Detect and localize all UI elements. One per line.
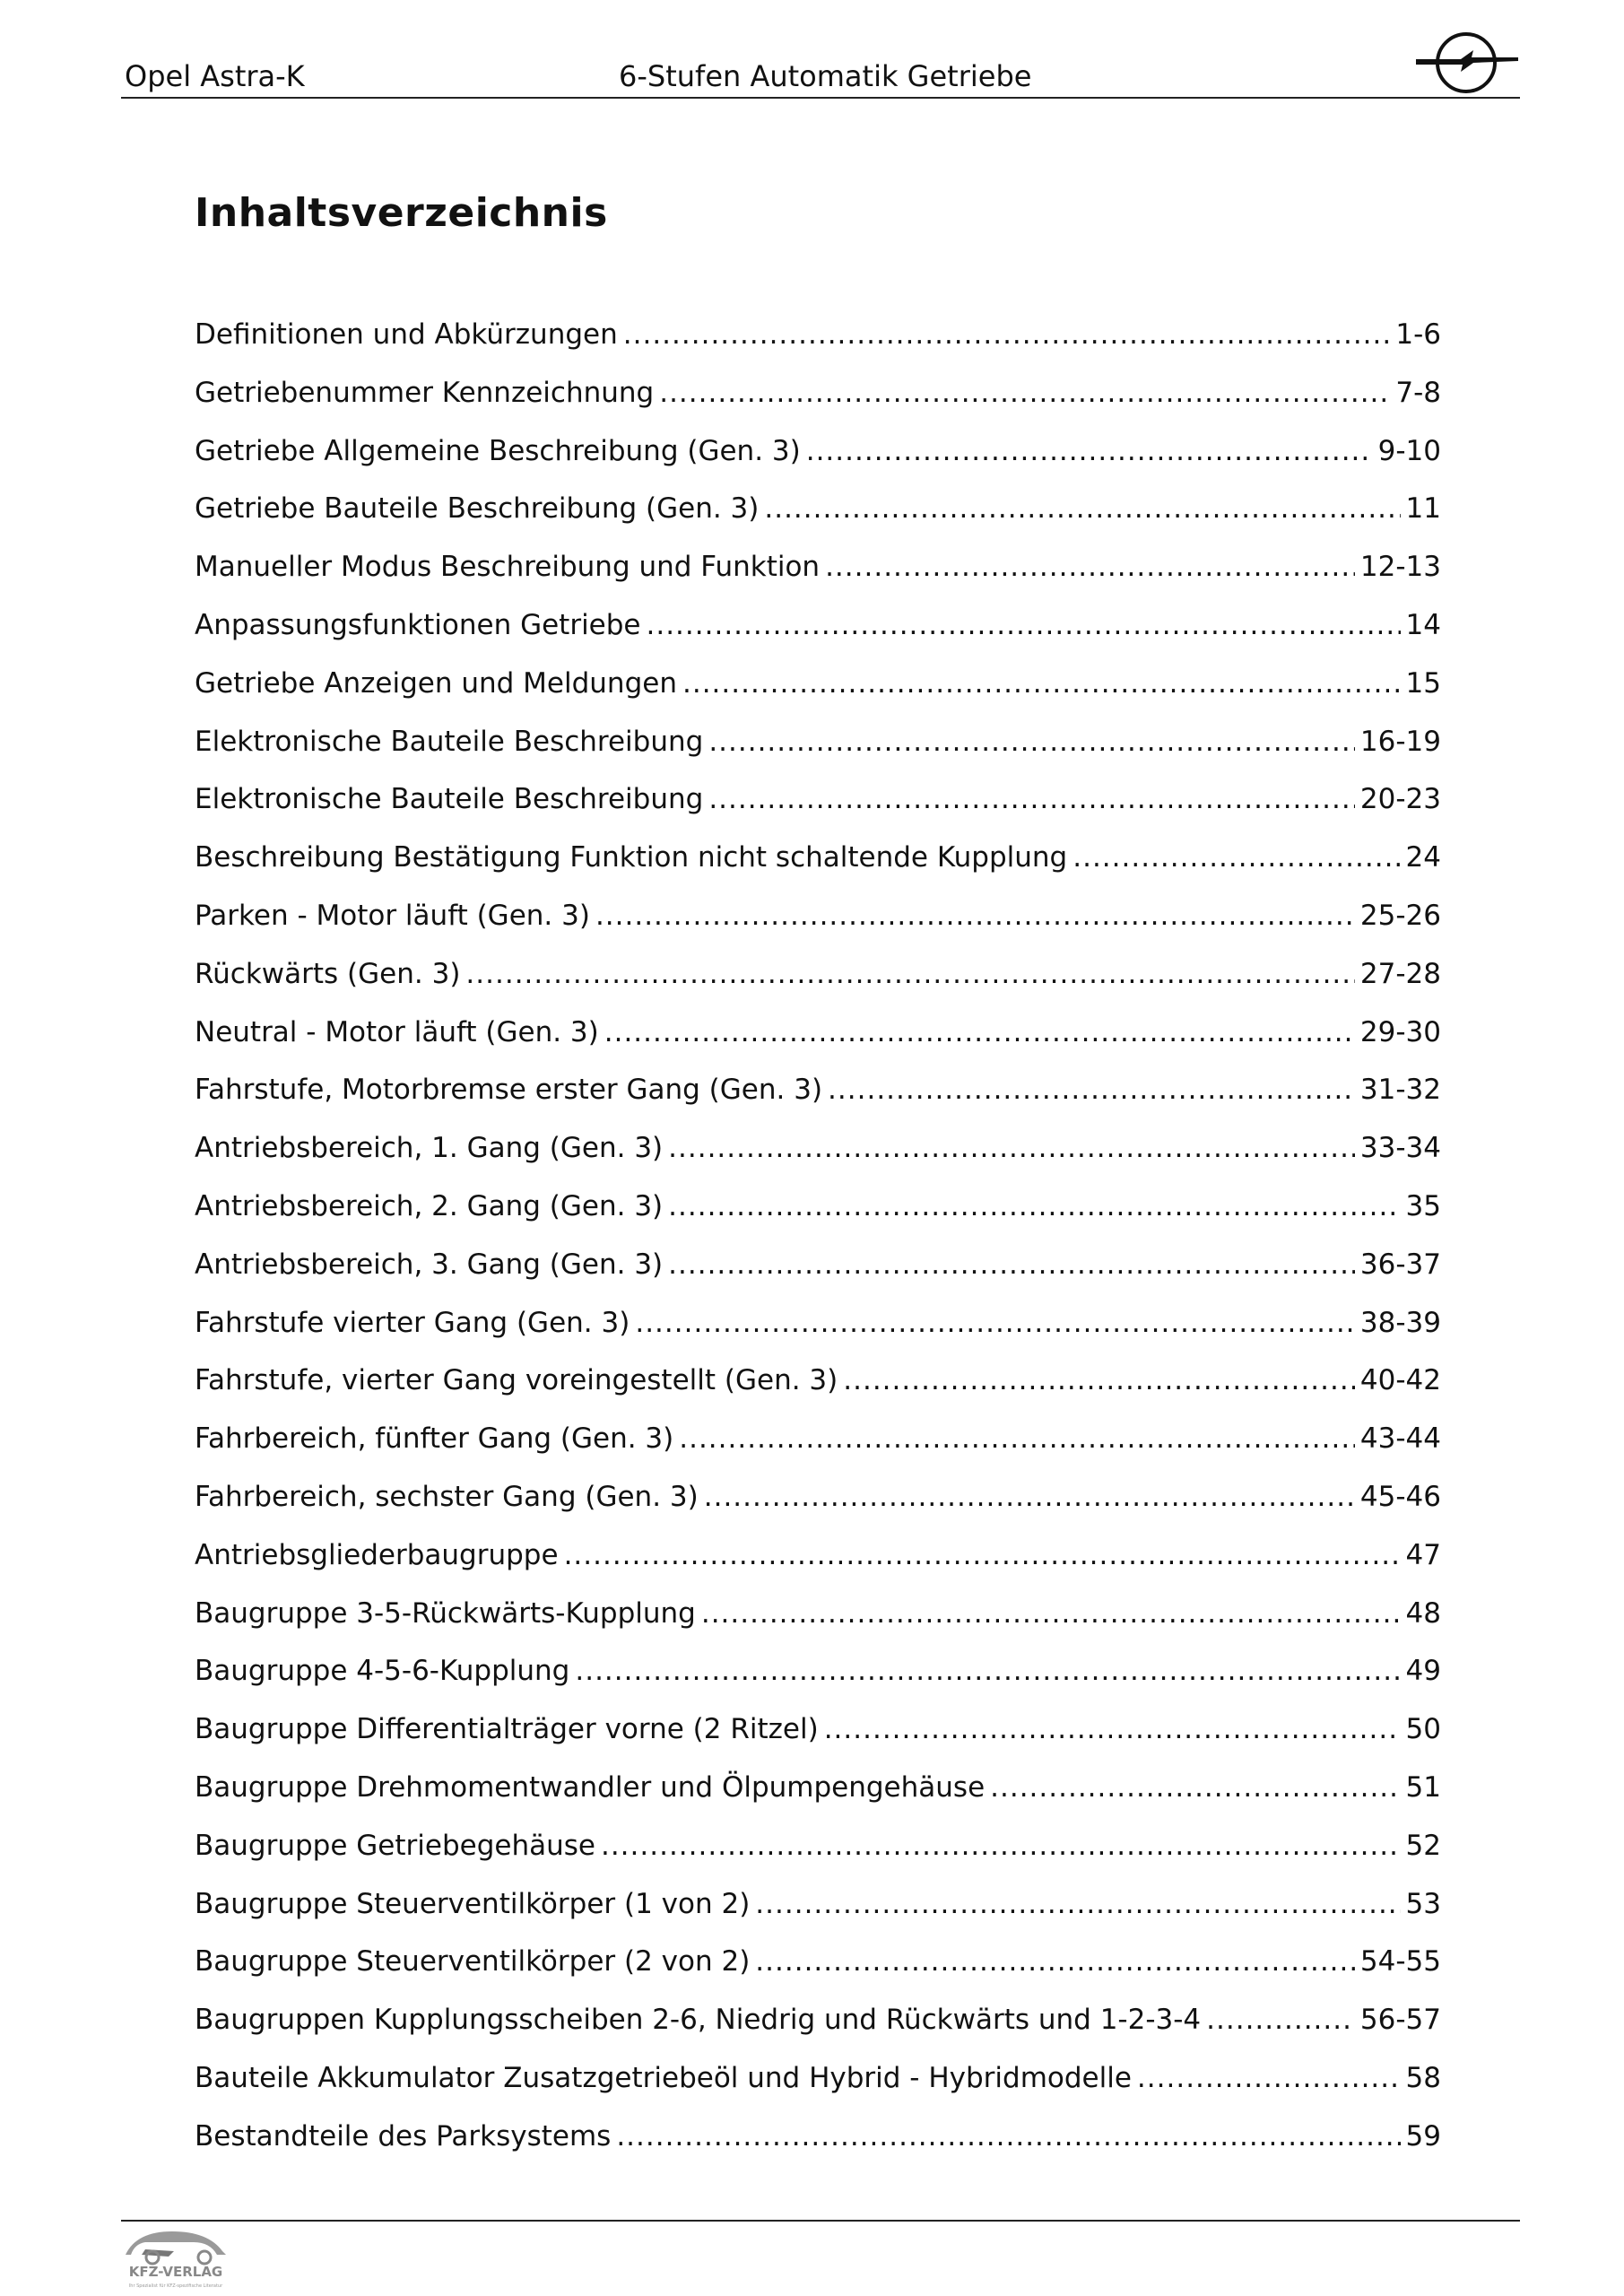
toc-dot-leader <box>708 783 1355 815</box>
toc-entry-page: 59 <box>1405 2119 1441 2152</box>
toc-entry-page: 31-32 <box>1359 1074 1441 1107</box>
toc-dot-leader <box>668 1248 1355 1281</box>
footer-logo-subtext: Ihr Spezialist für KFZ-spezifische Literatur <box>128 2283 223 2289</box>
toc-dot-leader <box>755 1945 1355 1978</box>
toc-dot-leader <box>825 551 1355 583</box>
toc-entry-label: Parken - Motor läuft (Gen. 3) <box>195 899 590 932</box>
toc-entry-label: Neutral - Motor läuft (Gen. 3) <box>195 1015 599 1048</box>
toc-entry-page: 7-8 <box>1395 376 1441 409</box>
toc-entry-label: Baugruppe Steuerventilkörper (2 von 2) <box>195 1945 751 1979</box>
toc-entry <box>195 1597 1441 1656</box>
table-of-contents <box>195 318 1441 2179</box>
toc-dot-leader <box>1137 2062 1401 2094</box>
toc-entry <box>195 900 1441 958</box>
toc-entry-label: Beschreibung Bestätigung Funktion nicht schaltende Kupplung <box>195 841 1068 874</box>
toc-entry <box>195 1655 1441 1713</box>
toc-entry-label: Baugruppe Drehmomentwandler und Ölpumpengehäuse <box>195 1770 986 1804</box>
toc-dot-leader <box>764 492 1400 525</box>
toc-dot-leader <box>659 377 1390 409</box>
toc-entry-page: 47 <box>1405 1538 1441 1571</box>
toc-entry-label: Fahrbereich, sechster Gang (Gen. 3) <box>195 1480 699 1513</box>
toc-entry <box>195 1016 1441 1074</box>
toc-entry-label: Elektronische Bauteile Beschreibung <box>195 725 704 758</box>
toc-entry <box>195 1830 1441 1888</box>
toc-entry <box>195 1248 1441 1307</box>
toc-entry-page: 33-34 <box>1359 1132 1441 1165</box>
toc-dot-leader <box>843 1364 1355 1396</box>
opel-logo-icon <box>1414 23 1520 97</box>
toc-dot-leader <box>755 1888 1400 1920</box>
toc-entry-label: Baugruppe Getriebegehäuse <box>195 1829 595 1862</box>
toc-entry-label: Baugruppen Kupplungsscheiben 2-6, Niedrig und Rückwärts und 1-2-3-4 <box>195 2004 1202 2037</box>
toc-entry <box>195 609 1441 667</box>
toc-entry-label: Getriebe Anzeigen und Meldungen <box>195 666 677 700</box>
toc-entry <box>195 318 1441 377</box>
toc-entry-page: 29-30 <box>1359 1015 1441 1048</box>
toc-entry <box>195 1945 1441 2004</box>
toc-entry <box>195 2062 1441 2120</box>
toc-dot-leader <box>704 1481 1355 1513</box>
toc-entry <box>195 667 1441 726</box>
toc-entry-label: Getriebe Allgemeine Beschreibung (Gen. 3) <box>195 434 801 467</box>
toc-entry-page: 48 <box>1405 1596 1441 1630</box>
toc-entry-page: 40-42 <box>1359 1364 1441 1397</box>
toc-entry-page: 52 <box>1405 1829 1441 1862</box>
toc-entry <box>195 726 1441 784</box>
toc-entry <box>195 1190 1441 1248</box>
toc-dot-leader <box>668 1132 1355 1164</box>
toc-entry-page: 15 <box>1405 666 1441 700</box>
toc-entry-label: Rückwärts (Gen. 3) <box>195 957 461 990</box>
toc-entry-page: 27-28 <box>1359 957 1441 990</box>
toc-dot-leader <box>679 1422 1355 1455</box>
toc-entry <box>195 435 1441 493</box>
toc-dot-leader <box>806 435 1373 467</box>
toc-entry-page: 53 <box>1405 1887 1441 1920</box>
toc-dot-leader <box>604 1016 1355 1048</box>
toc-entry <box>195 1539 1441 1597</box>
kfz-verlag-logo-icon <box>118 2224 233 2291</box>
toc-entry-label: Bestandteile des Parksystems <box>195 2119 612 2152</box>
toc-dot-leader <box>575 1655 1400 1687</box>
header-model: Opel Astra-K <box>125 59 305 93</box>
toc-entry-page: 16-19 <box>1359 725 1441 758</box>
footer-divider <box>121 2220 1520 2222</box>
toc-entry-label: Antriebsgliederbaugruppe <box>195 1538 559 1571</box>
toc-entry <box>195 1481 1441 1539</box>
toc-entry-label: Antriebsbereich, 1. Gang (Gen. 3) <box>195 1132 664 1165</box>
toc-entry-label: Bauteile Akkumulator Zusatzgetriebeöl und Hybrid - Hybridmodelle <box>195 2061 1132 2094</box>
toc-entry <box>195 1307 1441 1365</box>
toc-entry-page: 38-39 <box>1359 1306 1441 1339</box>
toc-entry <box>195 2120 1441 2179</box>
toc-dot-leader <box>1073 841 1400 874</box>
toc-dot-leader <box>465 958 1354 990</box>
toc-dot-leader <box>647 609 1401 641</box>
toc-entry <box>195 1422 1441 1481</box>
toc-entry-page: 12-13 <box>1359 551 1441 584</box>
toc-entry-page: 45-46 <box>1359 1480 1441 1513</box>
toc-entry-page: 58 <box>1405 2061 1441 2094</box>
toc-entry <box>195 958 1441 1016</box>
toc-entry-page: 43-44 <box>1359 1422 1441 1456</box>
toc-dot-leader <box>601 1830 1401 1862</box>
page-title: Inhaltsverzeichnis <box>195 190 608 236</box>
toc-entry-page: 25-26 <box>1359 899 1441 932</box>
toc-dot-leader <box>595 900 1355 932</box>
toc-dot-leader <box>564 1539 1401 1571</box>
toc-entry-label: Antriebsbereich, 3. Gang (Gen. 3) <box>195 1248 664 1281</box>
page-header <box>121 54 1520 99</box>
toc-dot-leader <box>635 1307 1355 1339</box>
toc-dot-leader <box>701 1597 1401 1630</box>
toc-entry <box>195 377 1441 435</box>
toc-entry-page: 51 <box>1405 1770 1441 1804</box>
toc-entry-page: 1-6 <box>1395 318 1441 351</box>
toc-entry-page: 35 <box>1405 1189 1441 1222</box>
toc-entry-page: 14 <box>1405 608 1441 641</box>
toc-entry-label: Elektronische Bauteile Beschreibung <box>195 783 704 816</box>
toc-entry-page: 49 <box>1405 1655 1441 1688</box>
toc-dot-leader <box>682 667 1401 700</box>
toc-dot-leader <box>668 1190 1400 1222</box>
toc-entry-label: Baugruppe 4-5-6-Kupplung <box>195 1655 570 1688</box>
toc-entry-page: 11 <box>1405 492 1441 526</box>
toc-entry <box>195 1713 1441 1771</box>
toc-entry-page: 56-57 <box>1359 2004 1441 2037</box>
toc-entry-page: 50 <box>1405 1713 1441 1746</box>
toc-dot-leader <box>1206 2004 1355 2036</box>
toc-dot-leader <box>616 2120 1400 2152</box>
toc-entry-label: Baugruppe Steuerventilkörper (1 von 2) <box>195 1887 751 1920</box>
toc-entry-label: Antriebsbereich, 2. Gang (Gen. 3) <box>195 1189 664 1222</box>
toc-dot-leader <box>824 1713 1401 1745</box>
toc-entry <box>195 1074 1441 1132</box>
toc-entry-label: Fahrstufe, vierter Gang voreingestellt (Gen. 3) <box>195 1364 838 1397</box>
toc-entry-page: 24 <box>1405 841 1441 874</box>
toc-entry <box>195 551 1441 609</box>
toc-entry-label: Baugruppe 3-5-Rückwärts-Kupplung <box>195 1596 696 1630</box>
toc-dot-leader <box>708 726 1355 758</box>
toc-dot-leader <box>990 1771 1400 1804</box>
toc-entry <box>195 492 1441 551</box>
toc-entry <box>195 1364 1441 1422</box>
toc-entry-label: Fahrstufe, Motorbremse erster Gang (Gen. 3) <box>195 1074 823 1107</box>
toc-entry <box>195 783 1441 841</box>
toc-entry-page: 54-55 <box>1359 1945 1441 1979</box>
toc-dot-leader <box>623 318 1391 351</box>
toc-entry-page: 36-37 <box>1359 1248 1441 1281</box>
toc-entry-page: 9-10 <box>1377 434 1441 467</box>
toc-entry-label: Fahrstufe vierter Gang (Gen. 3) <box>195 1306 630 1339</box>
toc-entry <box>195 1771 1441 1830</box>
toc-entry-label: Getriebe Bauteile Beschreibung (Gen. 3) <box>195 492 760 526</box>
toc-entry-label: Definitionen und Abkürzungen <box>195 318 618 351</box>
toc-entry-label: Manueller Modus Beschreibung und Funktion <box>195 551 821 584</box>
header-document-title: 6-Stufen Automatik Getriebe <box>619 59 1032 93</box>
toc-entry-page: 20-23 <box>1359 783 1441 816</box>
toc-entry-label: Getriebenummer Kennzeichnung <box>195 376 655 409</box>
footer-logo-text: KFZ-VERLAG <box>128 2264 223 2280</box>
toc-entry-label: Anpassungsfunktionen Getriebe <box>195 608 641 641</box>
toc-entry <box>195 1888 1441 1946</box>
toc-entry <box>195 1132 1441 1190</box>
toc-entry-label: Fahrbereich, fünfter Gang (Gen. 3) <box>195 1422 674 1456</box>
toc-entry-label: Baugruppe Differentialträger vorne (2 Ritzel) <box>195 1713 819 1746</box>
toc-entry <box>195 841 1441 900</box>
toc-dot-leader <box>828 1074 1355 1106</box>
toc-entry <box>195 2004 1441 2062</box>
